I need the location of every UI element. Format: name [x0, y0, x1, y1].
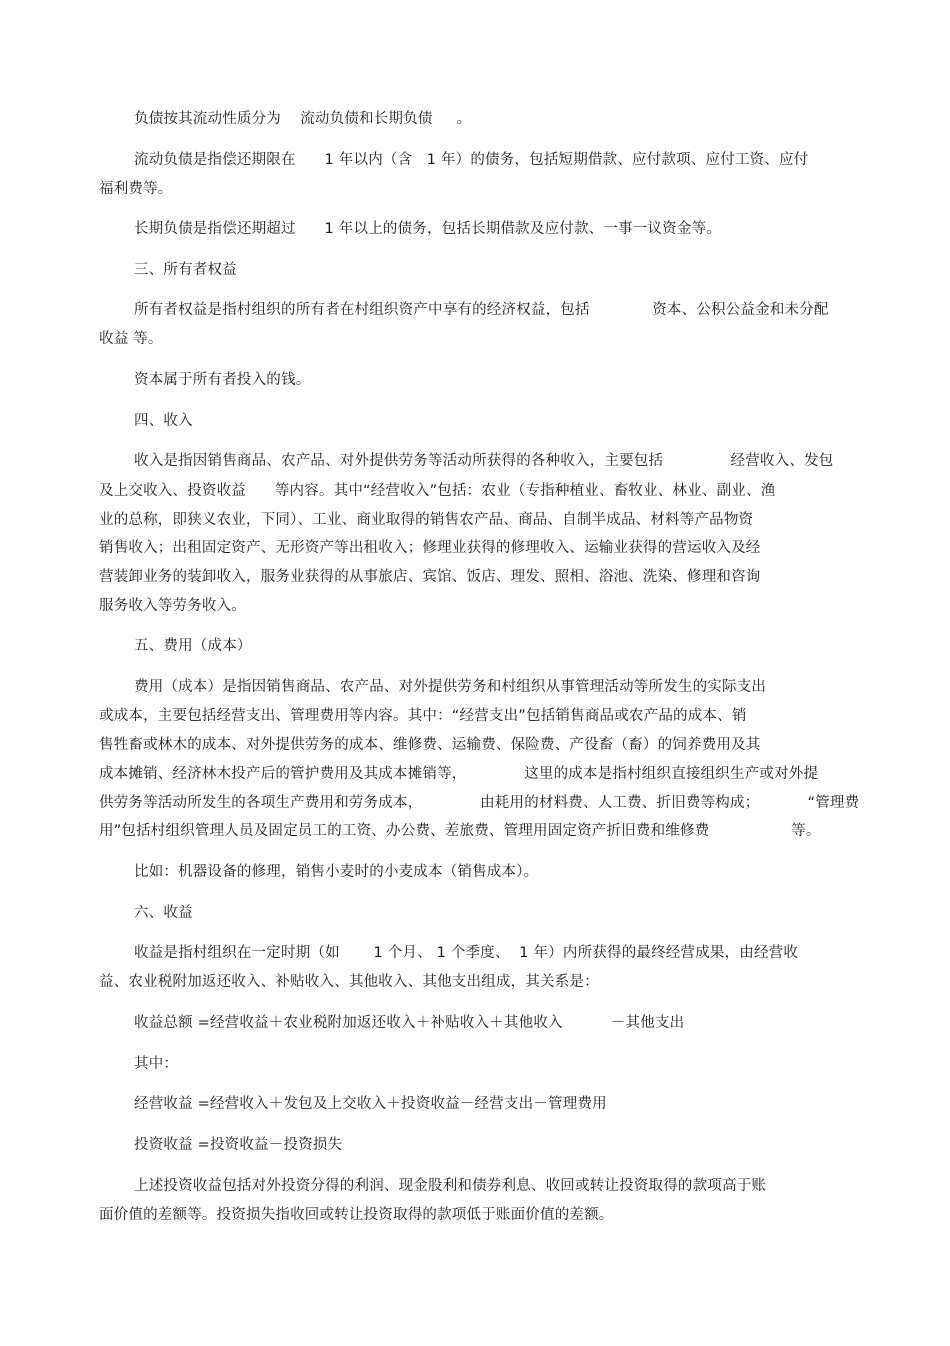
formula-line: 投资收益 =投资收益－投资损失: [134, 1137, 343, 1153]
text-line: 销售收入；出租固定资产、无形资产等出租收入；修理业获得的修理收入、运输业获得的营运收入及经: [99, 540, 761, 556]
text-line: 所有者权益是指村组织的所有者在村组织资产中享有的经济权益，包括 资本、公积公益金和未分配: [134, 302, 829, 318]
text-line: 及上交收入、投资收益 等内容。其中“经营收入”包括：农业（专指种植业、畜牧业、林业、副业、渔: [99, 483, 776, 499]
text-line: 流动负债是指偿还期限在 1 年以内（含 1 年）的债务，包括短期借款、应付款项、应付工资、应付: [134, 152, 809, 168]
text-line: 业的总称，即狭义农业，下同）、工业、商业取得的销售农产品、商品、自制半成品、材料等产品物资: [99, 512, 754, 528]
text-line: 面价值的差额等。投资损失指收回或转让投资取得的款项低于账面价值的差额。: [99, 1207, 614, 1223]
text-line: 比如：机器设备的修理，销售小麦时的小麦成本（销售成本）。: [134, 864, 539, 880]
formula-line: 经营收益 =经营收入＋发包及上交收入＋投资收益－经营支出－管理费用: [134, 1096, 607, 1112]
text-line: 收益是指村组织在一定时期（如 1 个月、 1 个季度、 1 年）内所获得的最终经营成果，由经营收: [134, 945, 799, 961]
text-line: 负债按其流动性质分为 流动负债和长期负债 。: [134, 111, 472, 127]
text-line: 用”包括村组织管理人员及固定员工的工资、办公费、差旅费、管理用固定资产折旧费和维修费 等。: [99, 823, 821, 839]
text-line: 福利费等。: [99, 181, 173, 197]
text-line: 售牲畜或林木的成本、对外提供劳务的成本、维修费、运输费、保险费、产役畜（畜）的饲养费用及其: [99, 737, 761, 753]
section-heading: 六、收益: [134, 905, 193, 921]
section-heading: 五、费用（成本）: [134, 638, 252, 654]
section-heading: 三、所有者权益: [134, 262, 237, 278]
text-line: 益、农业税附加返还收入、补贴收入、其他收入、其他支出组成，其关系是：: [99, 974, 599, 990]
text-line: 或成本，主要包括经营支出、管理费用等内容。其中：“经营支出”包括销售商品或农产品的成本、销: [99, 708, 747, 724]
text-line: 营装卸业务的装卸收入，服务业获得的从事旅店、宾馆、饭店、理发、照相、浴池、洗染、修理和咨询: [99, 569, 761, 585]
formula-line: 收益总额 =经营收益＋农业税附加返还收入＋补贴收入＋其他收入 －其他支出: [134, 1015, 685, 1031]
text-line: 费用（成本）是指因销售商品、农产品、对外提供劳务和村组织从事管理活动等所发生的实际支出: [134, 679, 767, 695]
text-line: 服务收入等劳务收入。: [99, 598, 246, 614]
section-heading: 四、收入: [134, 413, 193, 429]
text-line: 收入是指因销售商品、农产品、对外提供劳务等活动所获得的各种收入，主要包括 经营收入、发包: [134, 453, 834, 469]
text-line: 资本属于所有者投入的钱。: [134, 372, 311, 388]
text-line: 成本摊销、经济林木投产后的管护费用及其成本摊销等， 这里的成本是指村组织直接组织生产或对外提: [99, 766, 819, 782]
text-line: 收益 等。: [99, 331, 163, 347]
text-line: 其中：: [134, 1056, 179, 1072]
text-line: 上述投资收益包括对外投资分得的利润、现金股利和债券利息、收回或转让投资取得的款项高于账: [134, 1178, 767, 1194]
text-line: 供劳务等活动所发生的各项生产费用和劳务成本， 由耗用的材料费、人工费、折旧费等构成； “管理费: [99, 795, 860, 811]
text-line: 长期负债是指偿还期超过 1 年以上的债务，包括长期借款及应付款、一事一议资金等。: [134, 221, 721, 237]
